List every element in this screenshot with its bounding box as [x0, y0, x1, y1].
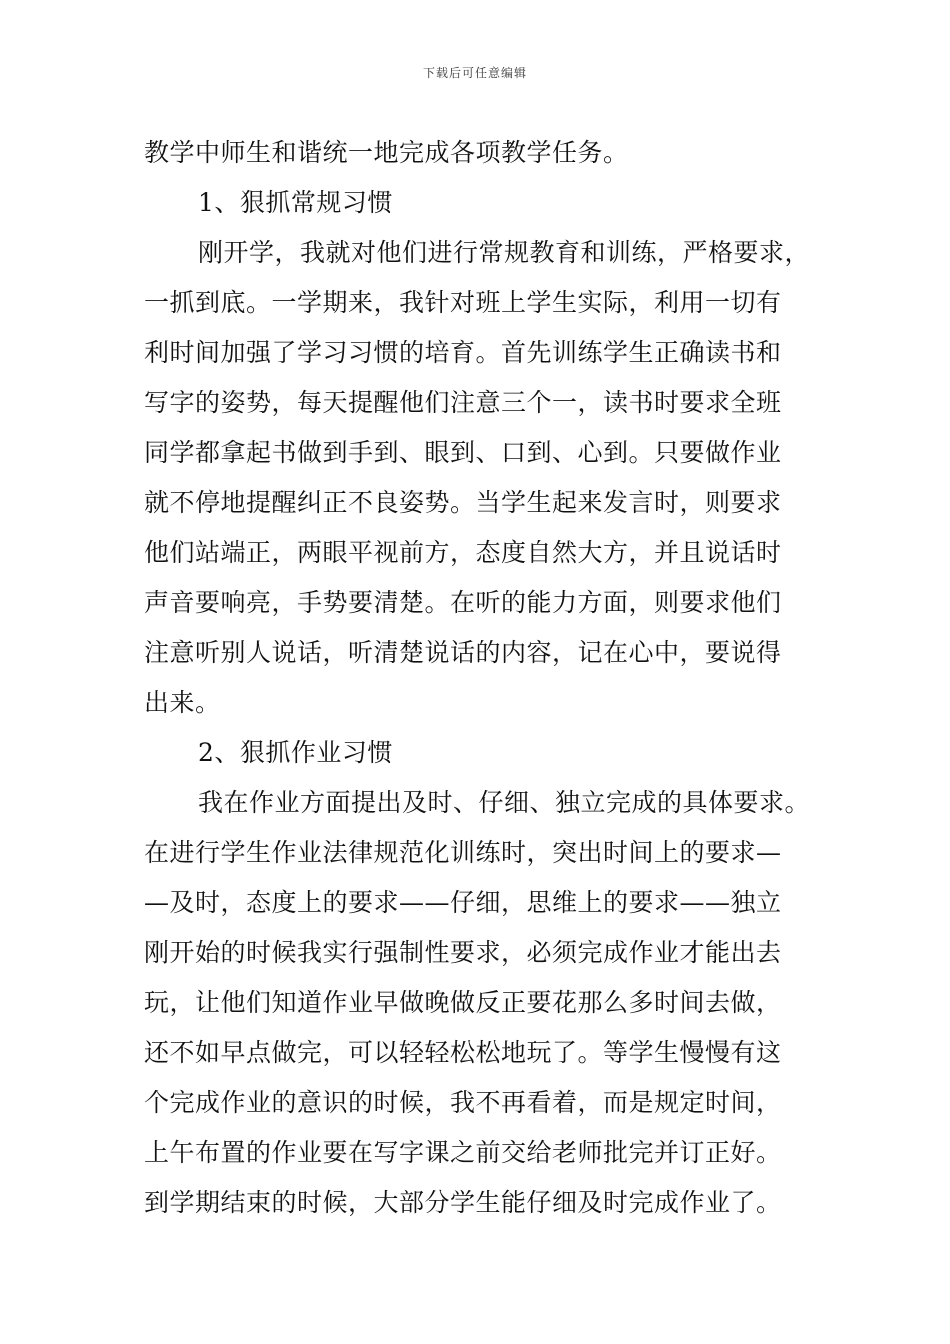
- text-line: 同学都拿起书做到手到、眼到、口到、心到。只要做作业: [144, 438, 782, 467]
- text-line: 一抓到底。一学期来，我针对班上学生实际，利用一切有: [144, 288, 782, 317]
- text-line: 声音要响亮，手势要清楚。在听的能力方面，则要求他们: [144, 588, 782, 617]
- text-line: 教学中师生和谐统一地完成各项教学任务。: [144, 138, 629, 167]
- text-line: 利时间加强了学习习惯的培育。首先训练学生正确读书和: [144, 338, 782, 367]
- text-line: 出来。: [144, 688, 221, 717]
- text-line: 就不停地提醒纠正不良姿势。当学生起来发言时，则要求: [144, 488, 782, 517]
- text-line: 玩，让他们知道作业早做晚做反正要花那么多时间去做，: [144, 988, 782, 1017]
- text-line: 刚开学，我就对他们进行常规教育和训练，严格要求，: [198, 238, 811, 267]
- text-line: 还不如早点做完，可以轻轻松松地玩了。等学生慢慢有这: [144, 1038, 782, 1067]
- text-line: 个完成作业的意识的时候，我不再看着，而是规定时间，: [144, 1088, 782, 1117]
- text-line: 他们站端正，两眼平视前方，态度自然大方，并且说话时: [144, 538, 782, 567]
- text-line: 2、狠抓作业习惯: [198, 738, 393, 767]
- page-header: 下载后可任意编辑: [422, 66, 527, 80]
- text-line: 写字的姿势，每天提醒他们注意三个一，读书时要求全班: [144, 388, 782, 417]
- text-line: —及时，态度上的要求——仔细，思维上的要求——独立: [144, 888, 782, 917]
- text-line: 我在作业方面提出及时、仔细、独立完成的具体要求。: [198, 788, 811, 817]
- text-line: 在进行学生作业法律规范化训练时，突出时间上的要求—: [144, 838, 782, 867]
- text-line: 刚开始的时候我实行强制性要求，必须完成作业才能出去: [144, 938, 782, 967]
- document-body: [144, 128, 834, 1228]
- text-line: 注意听别人说话，听清楚说话的内容，记在心中，要说得: [144, 638, 782, 667]
- text-line: 1、狠抓常规习惯: [198, 188, 393, 217]
- text-line: 到学期结束的时候，大部分学生能仔细及时完成作业了。: [144, 1188, 782, 1217]
- text-line: 上午布置的作业要在写字课之前交给老师批完并订正好。: [144, 1138, 782, 1167]
